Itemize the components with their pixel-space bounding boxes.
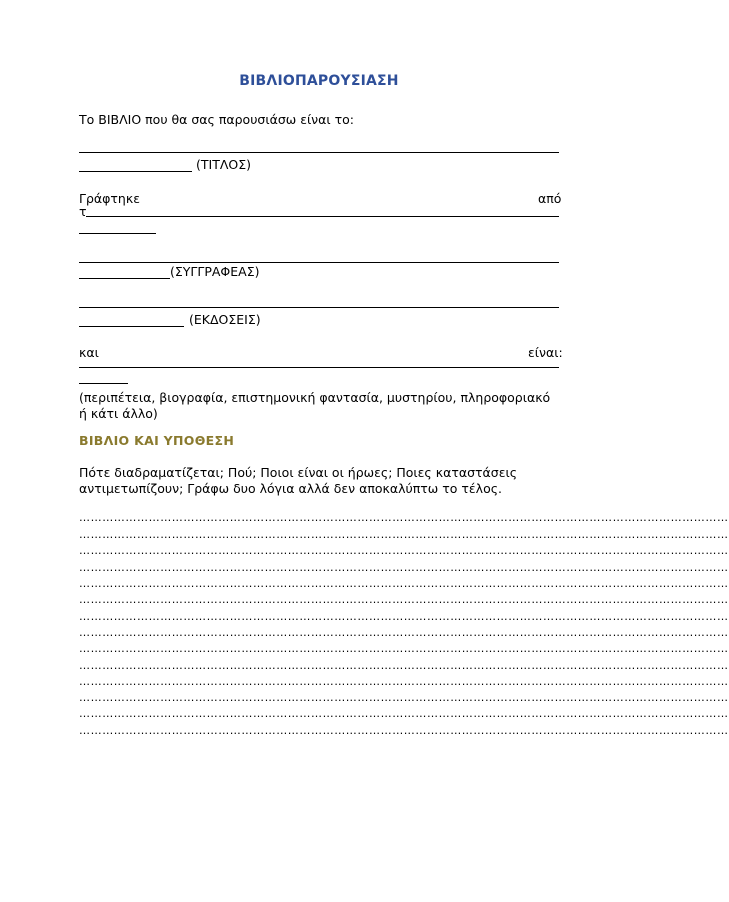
publisher-underline[interactable] bbox=[79, 307, 559, 308]
genre-underline[interactable] bbox=[79, 367, 559, 368]
dotted-line-9[interactable]: …………………………………………………………………………………………………………………………………………………… bbox=[79, 642, 729, 655]
dotted-line-14[interactable]: …………………………………………………………………………………………………………………………………………………… bbox=[79, 724, 729, 737]
author-field-label: (ΣΥΓΓΡΑΦΕΑΣ) bbox=[170, 264, 260, 279]
publisher-field-label: (ΕΚΔΟΣΕΙΣ) bbox=[189, 312, 261, 327]
dotted-line-7[interactable]: …………………………………………………………………………………………………………………………………………………… bbox=[79, 610, 729, 623]
written-by-underline[interactable] bbox=[86, 216, 559, 217]
dotted-line-12[interactable]: …………………………………………………………………………………………………………………………………………………… bbox=[79, 691, 729, 704]
dotted-line-8[interactable]: …………………………………………………………………………………………………………………………………………………… bbox=[79, 626, 729, 639]
dotted-line-10[interactable]: …………………………………………………………………………………………………………………………………………………… bbox=[79, 659, 729, 672]
title-short-line bbox=[79, 171, 192, 172]
genre-short-line bbox=[79, 383, 128, 384]
title-underline[interactable] bbox=[79, 152, 559, 153]
publisher-short-line bbox=[79, 326, 184, 327]
genre-examples: (περιπέτεια, βιογραφία, επιστημονική φαντασία, μυστηρίου, πληροφοριακό ή κάτι άλλο) bbox=[79, 390, 551, 421]
title-field-label: (ΤΙΤΛΟΣ) bbox=[196, 157, 251, 172]
and-word: και bbox=[79, 345, 99, 360]
section-instructions: Πότε διαδραματίζεται; Πού; Ποιοι είναι οι ήρωες; Ποιες καταστάσεις αντιμετωπίζουν; Γράφω δυο λόγια αλλά δεν αποκαλύπτω το τέλος. bbox=[79, 465, 518, 496]
dotted-line-11[interactable]: …………………………………………………………………………………………………………………………………………………… bbox=[79, 675, 729, 688]
dotted-line-5[interactable]: …………………………………………………………………………………………………………………………………………………… bbox=[79, 577, 729, 590]
section-heading: ΒΙΒΛΙΟ ΚΑΙ ΥΠΟΘΕΣΗ bbox=[79, 433, 235, 448]
author-short-line bbox=[79, 278, 170, 279]
dotted-line-3[interactable]: …………………………………………………………………………………………………………………………………………………… bbox=[79, 544, 729, 557]
written-by-short-line bbox=[79, 233, 156, 234]
author-underline[interactable] bbox=[79, 262, 559, 263]
dotted-line-4[interactable]: …………………………………………………………………………………………………………………………………………………… bbox=[79, 561, 729, 574]
dotted-line-13[interactable]: …………………………………………………………………………………………………………………………………………………… bbox=[79, 707, 729, 720]
page-title: ΒΙΒΛΙΟΠΑΡΟΥΣΙΑΣΗ bbox=[239, 73, 399, 89]
is-word: είναι: bbox=[528, 345, 563, 360]
dotted-line-6[interactable]: …………………………………………………………………………………………………………………………………………………… bbox=[79, 593, 729, 606]
intro-text: Το ΒΙΒΛΙΟ που θα σας παρουσιάσω είναι το: bbox=[79, 112, 354, 127]
written-by-label: Γράφτηκε bbox=[79, 191, 140, 206]
dotted-line-1[interactable]: …………………………………………………………………………………………………………………………………………………… bbox=[79, 511, 729, 524]
tau-letter: τ bbox=[79, 204, 87, 219]
dotted-line-2[interactable]: …………………………………………………………………………………………………………………………………………………… bbox=[79, 528, 729, 541]
by-word: από bbox=[538, 191, 562, 206]
